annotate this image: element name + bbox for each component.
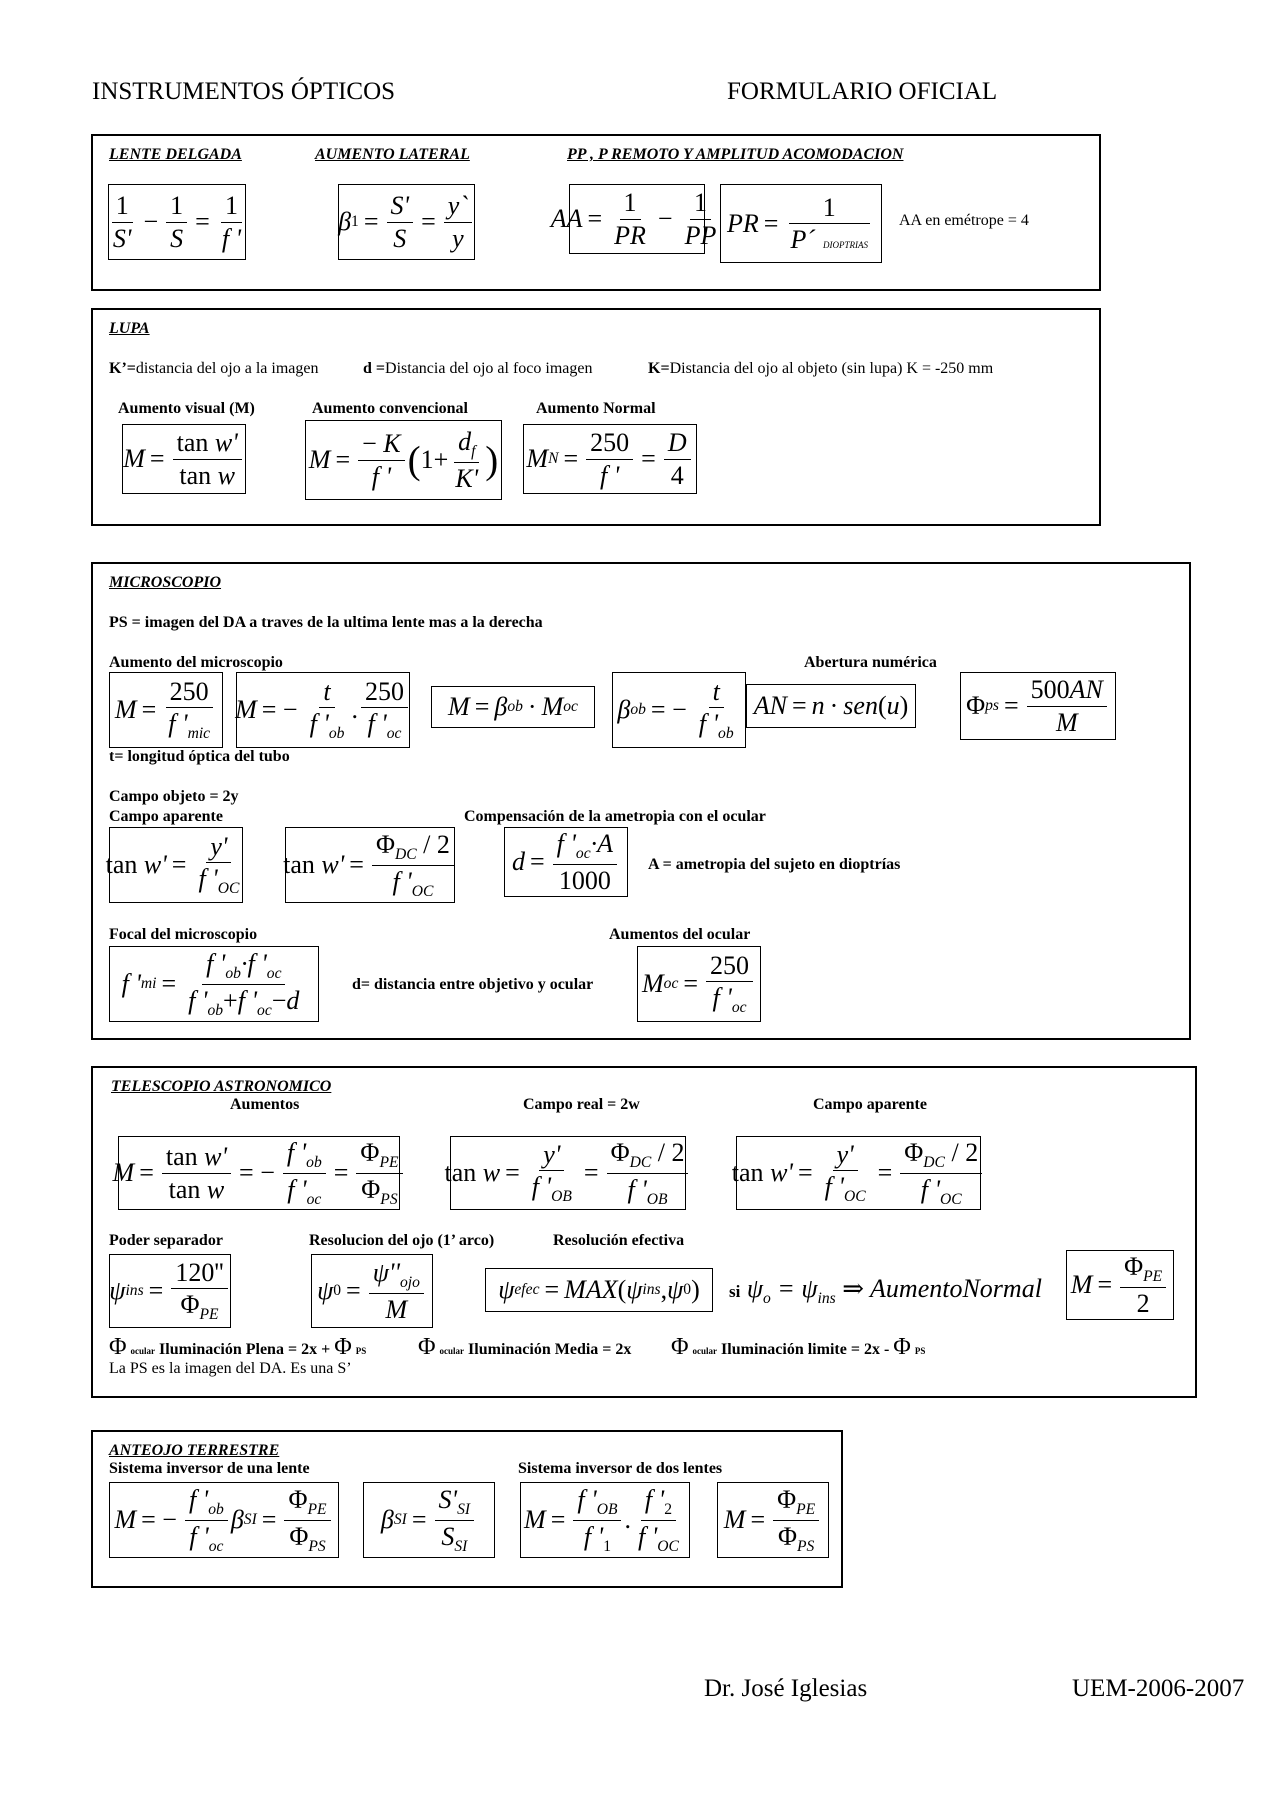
label-campo-objeto: Campo objeto = 2y [109, 788, 239, 805]
iluminacion-media: Φ ocular Iluminación Media = 2x [418, 1334, 632, 1360]
label-resolucion-efectiva: Resolución efectiva [553, 1232, 685, 1249]
formula-aumento-microscopio: M = $\frac{250}{f '_{mic}}$ [109, 672, 223, 748]
formula-campo-aparente: tan w' = $\frac{y'}{f '_{OC}}$ [109, 827, 243, 903]
formula-campo-real: tan w = $\frac{y'}{f '_{OB}}$ = $\frac{\Phi_{DC} / 2}{f '_{OB}}$ [450, 1136, 686, 1210]
formula-aumento-visual: M = $\frac{\text{tan w'}}{\text{tan w}}$ [122, 424, 246, 494]
label-inversor-dos-lentes: Sistema inversor de dos lentes [518, 1460, 723, 1477]
condition-aumento-normal: si $\psi_o = \psi_{ins}$ ⇒ AumentoNormal [729, 1274, 1042, 1308]
title-pp-remoto: PP , P REMOTO Y AMPLITUD ACOMODACION [567, 146, 904, 163]
footer-course: UEM-2006-2007 [1072, 1675, 1245, 1702]
iluminacion-limite: Φ ocular Iluminación limite = 2x - Φ PS [671, 1334, 926, 1360]
formula-resolucion-efectiva: ψ efec = MAX ( ψ ins , ψ 0 ) [485, 1268, 713, 1312]
formula-resolucion-ojo: ψ 0 = $\frac{\psi''_{ojo}}{M}$ [311, 1254, 433, 1328]
formula-abertura-numerica: AN = n · sen ( u ) [746, 684, 916, 728]
title-aumento-lateral: AUMENTO LATERAL [315, 146, 470, 163]
title-microscopio: MICROSCOPIO [109, 574, 222, 591]
label-focal-microscopio: Focal del microscopio [109, 926, 258, 943]
label-compensacion: Compensación de la ametropia con el ocular [464, 808, 766, 825]
formula-aumento-normal: M N = $\frac{250}{f '}$ = $\frac{D}{4}$ [523, 424, 697, 494]
formula-focal-microscopio: f ' mi = $\frac{f '_{ob}\cdot f '_{oc}}{f '_{ob}+f '_{oc}-d}$ [109, 946, 319, 1022]
formula-aumento-telescopio: M = $\frac{\text{tan w'}}{\text{tan w}}$ = − $\frac{f '_{ob}}{f '_{oc}}$ = $\frac{\Phi_{PE}}{\Phi_{PS}}$ [118, 1136, 400, 1210]
formula-punto-remoto: PR = $\frac{1}{\text{P´ DIOPTRIAS}}$ [720, 184, 882, 263]
t-definition: t= longitud óptica del tubo [109, 748, 290, 765]
label-aumentos-telescopio: Aumentos [230, 1096, 300, 1113]
formula-m-normal: M = $\frac{\Phi_{PE}}{2}$ [1066, 1250, 1174, 1320]
d-definition: d= distancia entre objetivo y ocular [352, 976, 594, 993]
formula-amplitud-acomodacion: AA = $\frac{1}{PR}$ − $\frac{1}{PP}$ [569, 184, 705, 254]
formula-campo-aparente-diametro: tan w' = $\frac{\Phi_{DC} / 2}{f '_{OC}}$ [285, 827, 455, 903]
page-subtitle: FORMULARIO OFICIAL [727, 78, 998, 105]
label-dioptrias: DIOPTRIAS [822, 240, 868, 250]
label-aumentos-ocular: Aumentos del ocular [609, 926, 751, 943]
section-lente-delgada [91, 134, 1101, 291]
label-campo-real: Campo real = 2w [523, 1096, 640, 1113]
formula-inversor-una-lente: M = − $\frac{f '_{ob}}{f '_{oc}}$ β SI = $\frac{\Phi_{PE}}{\Phi_{PS}}$ [109, 1482, 339, 1558]
formula-beta-si: β SI = $\frac{S'_{SI}}{S_{SI}}$ [363, 1482, 495, 1558]
section-telescopio [91, 1066, 1197, 1398]
formula-aumento-ocular: M oc = $\frac{250}{f '_{oc}}$ [637, 946, 761, 1022]
formula-aumento-convencional: M = $\frac{- K}{f '}$ ( 1+ $\frac{d_f}{K'}$ ) [305, 420, 502, 500]
formula-campo-aparente-telescopio: tan w' = $\frac{y'}{f '_{OC}}$ = $\frac{\Phi_{DC} / 2}{f '_{OC}}$ [736, 1136, 981, 1210]
def-k-prime: K’=distancia del ojo a la imagen [109, 360, 319, 377]
formula-inversor-dos-lentes: M = $\frac{f '_{OB}}{f '_1}$ . $\frac{f '_2}{f '_{OC}}$ [520, 1482, 690, 1558]
formula-poder-separador: ψ ins = $\frac{120''}{\Phi_{PE}}$ [109, 1254, 231, 1328]
label-resolucion-ojo: Resolucion del ojo (1’ arco) [309, 1232, 495, 1249]
def-d: d =Distancia del ojo al foco imagen [363, 360, 593, 377]
label-abertura-numerica: Abertura numérica [804, 654, 937, 671]
ps-definition: PS = imagen del DA a traves de la ultima lente mas a la derecha [109, 614, 543, 631]
label-aumento-microscopio: Aumento del microscopio [109, 654, 283, 671]
formula-m-pupilas: M = $\frac{\Phi_{PE}}{\Phi_{PS}}$ [717, 1482, 829, 1558]
def-k: K=Distancia del ojo al objeto (sin lupa) K = -250 mm [648, 360, 994, 377]
label-inversor-una-lente: Sistema inversor de una lente [109, 1460, 310, 1477]
a-definition: A = ametropia del sujeto en dioptrías [648, 856, 901, 873]
footer-author: Dr. José Iglesias [704, 1675, 868, 1702]
iluminacion-plena: Φ ocular Iluminación Plena = 2x + Φ PS [109, 1334, 367, 1360]
title-lente-delgada: LENTE DELGADA [109, 146, 242, 163]
title-telescopio: TELESCOPIO ASTRONOMICO [111, 1078, 332, 1095]
formula-pupila-salida: Φ ps = $\frac{500AN}{M}$ [960, 672, 1116, 740]
formula-lente-delgada: $\frac{1}{S'}$ − $\frac{1}{S}$ = $\frac{1}{f '}$ [108, 184, 246, 260]
label-poder-separador: Poder separador [109, 1232, 223, 1249]
page-title: INSTRUMENTOS ÓPTICOS [92, 78, 396, 105]
section-anteojo [91, 1430, 843, 1588]
section-microscopio [91, 562, 1191, 1040]
label-aumento-visual: Aumento visual (M) [118, 400, 255, 417]
note-aa-emetrope: AA en emétrope = 4 [899, 212, 1029, 229]
ps-note: La PS es la imagen del DA. Es una S’ [109, 1360, 352, 1377]
section-lupa [91, 308, 1101, 526]
formula-beta-objetivo: β ob = − $\frac{t}{f '_{ob}}$ [612, 672, 746, 748]
formula-aumento-lateral: β 1 = $\frac{S'}{S}$ = $\frac{y`}{y}$ [338, 184, 475, 260]
label-aumento-normal: Aumento Normal [536, 400, 656, 417]
formula-aumento-producto: M = β ob · M oc [431, 686, 595, 728]
formula-compensacion-ametropia: d = $\frac{f '_{oc}\cdot A}{1000}$ [504, 827, 628, 897]
label-aumento-convencional: Aumento convencional [312, 400, 468, 417]
label-campo-aparente: Campo aparente [109, 808, 223, 825]
label-campo-aparente-telescopio: Campo aparente [813, 1096, 927, 1113]
formula-aumento-tubo: M = − $\frac{t}{f '_{ob}}$ . $\frac{250}{f '_{oc}}$ [236, 672, 410, 748]
title-lupa: LUPA [109, 320, 150, 337]
title-anteojo: ANTEOJO TERRESTRE [109, 1442, 280, 1459]
